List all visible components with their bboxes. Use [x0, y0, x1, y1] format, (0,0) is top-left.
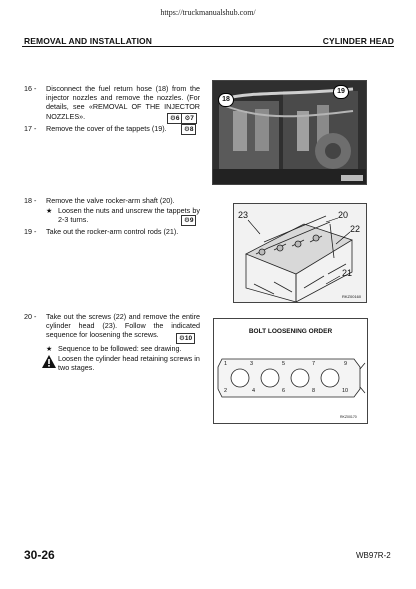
callout-19: 19: [333, 85, 349, 99]
note-text: Loosen the nuts and unscrew the tappets by 2-3 turns.: [58, 206, 200, 225]
step-text: Take out the screws (22) and remove the entire cylinder head (23). Follow the indicated sequence for loosening the screws.: [46, 312, 200, 340]
bolt-8: 8: [312, 388, 316, 394]
figure-code: RKZ00160: [342, 294, 362, 299]
step-19: [24, 227, 200, 236]
photo-injectors: [212, 80, 367, 185]
step-18: [24, 196, 200, 205]
bolt-1: 1: [224, 361, 228, 367]
star-icon: ★: [46, 344, 53, 353]
warning-icon: [42, 355, 56, 368]
bolt-6: 6: [282, 388, 286, 394]
step-text: Take out the rocker-arm control rods (21).: [46, 227, 179, 236]
diagram-title: BOLT LOOSENING ORDER: [248, 328, 333, 335]
callout-18: 18: [218, 93, 234, 107]
step-text: Remove the valve rocker-arm shaft (20).: [46, 196, 175, 205]
step-text: Disconnect the fuel return hose (18) from the injector nozzles and remove the nozzles. (For details, see «REMOVAL OF THE INJECTOR NOZZLES».: [46, 84, 200, 121]
figure-code: RKZ00170: [340, 415, 357, 419]
callout-23: 23: [238, 210, 249, 220]
bolt-2: 2: [224, 388, 228, 394]
warning-text: Loosen the cylinder head retaining screws in two stages.: [58, 354, 200, 373]
step-17: [24, 124, 200, 133]
bolt-7: 7: [312, 361, 316, 367]
step-number: 20 -: [24, 312, 37, 321]
tool-ref-7: ⚙7: [181, 114, 195, 123]
step-number: 19 -: [24, 227, 37, 236]
section-title-left: REMOVAL AND INSTALLATION: [24, 36, 153, 46]
bolt-9: 9: [344, 361, 348, 367]
step-number: 16 -: [24, 84, 37, 93]
callout-22: 22: [350, 224, 361, 234]
step-number: 18 -: [24, 196, 37, 205]
step-18-note: [46, 206, 200, 224]
bolt-5: 5: [282, 361, 286, 367]
tool-ref-10: ⚙10: [179, 335, 193, 342]
source-url: https://truckmanualshub.com/: [160, 8, 256, 17]
header-rule: [22, 46, 394, 47]
model-code: WB97R-2: [356, 551, 391, 560]
step-20-note: [46, 344, 200, 353]
tool-ref-9: ⚙9: [184, 217, 194, 224]
bolt-10: 10: [342, 388, 349, 394]
callout-20: 20: [338, 210, 349, 220]
cylinder-head-outline: [214, 319, 367, 423]
step-20: [24, 312, 200, 340]
step-text: Remove the cover of the tappets (19).: [46, 124, 167, 133]
callout-21: 21: [342, 268, 353, 278]
tool-ref-box: [167, 113, 197, 124]
tool-ref-box: [181, 124, 196, 135]
tool-ref-6: ⚙6: [170, 115, 180, 122]
page-number: 30-26: [24, 548, 55, 562]
bolt-4: 4: [252, 388, 256, 394]
step-number: 17 -: [24, 124, 37, 133]
tool-ref-box: [181, 215, 196, 226]
star-icon: ★: [46, 206, 53, 215]
drawing-rocker-arm: [233, 203, 367, 303]
tool-ref-8: ⚙8: [184, 126, 194, 133]
tool-ref-box: [176, 333, 195, 344]
bolt-3: 3: [250, 361, 254, 367]
bolt-loosening-diagram: [213, 318, 368, 424]
note-text: Sequence to be followed: see drawing.: [58, 344, 182, 353]
section-title-right: CYLINDER HEAD: [322, 36, 394, 46]
